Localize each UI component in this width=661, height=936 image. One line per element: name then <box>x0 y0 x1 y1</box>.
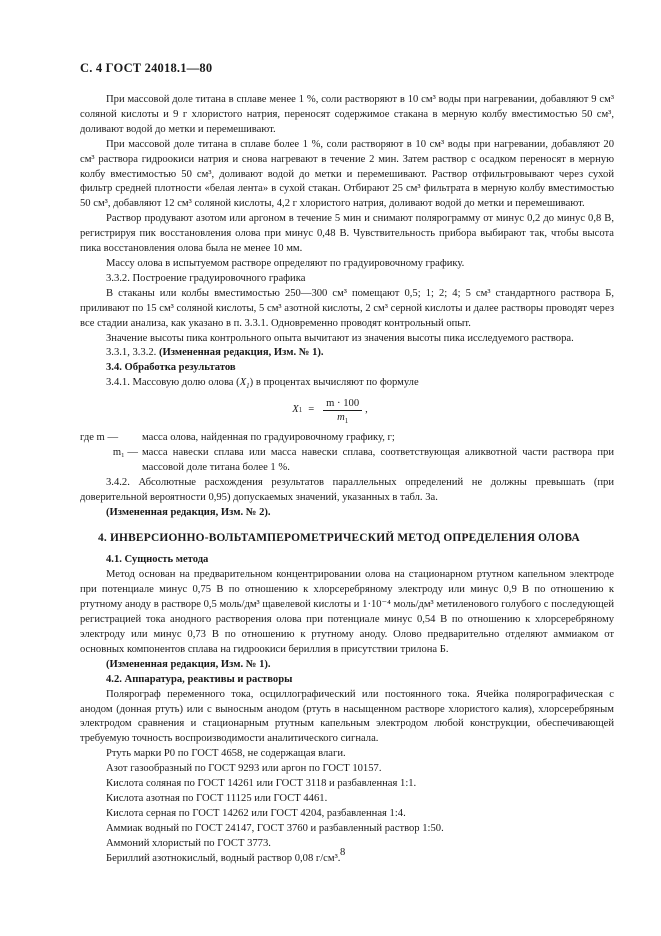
paragraph: При массовой доле титана в сплаве менее 1 %, соли растворяют в 10 см³ воды при нагревании, добавляют 9 см³ соляной кислоты и 9 г хлористого натрия, переносят содержимое стакана в мерную колбу вместимостью 50 см³, доливают водой до метки и перемешивают. <box>80 94 614 135</box>
list-item: Азот газообразный по ГОСТ 9293 или аргон по ГОСТ 10157. <box>106 763 382 775</box>
paragraph: Раствор продувают азотом или аргоном в течение 5 мин и снимают полярограмму от минус 0,2 до минус 0,8 В, регистрируя пик восстановления олова при минус 0,48 В. Чувствительность прибора выбирают так, чтобы высота пика восстановления олова была не менее 10 мм. <box>80 213 614 255</box>
amendment-note: (Измененная редакция, Изм. № 2). <box>106 506 271 518</box>
amendment-text: (Измененная редакция, Изм. № 1). <box>158 347 324 359</box>
paragraph: Значение высоты пика контрольного опыта вычитают из значения высоты пика исследуемого раствора. <box>106 332 574 344</box>
definition-label: где m — <box>80 432 119 444</box>
paragraph: При массовой доле титана в сплаве более 1 %, соли растворяют в 10 см³ воды при нагревании, добавляют 20 см³ раствора гидроокиси натрия и снова нагревают в течение 2 мин. Затем раствор с осадком переносят в мерную колбу вместимостью 50 см³, доливают водой до метки и перемешивают. Раствор отфильтровывают через сухой фильтр средней плотности «белая лента» в сухой стакан. Отбирают 25 см³ фильтрата в мерную колбу вместимостью 50 см³, добавляют 12 см³ соляной кислоты, 4,2 г хлористого натрия, доливают водой до метки и перемешивают. <box>80 138 614 210</box>
paragraph: 3.4.2. Абсолютные расхождения результатов параллельных определений не должны превышать (при доверительной вероятности 0,95) допускаемых значений, указанных в табл. 3а. <box>80 476 614 503</box>
definition-row <box>80 431 614 446</box>
definition-label: m₁ — <box>112 447 138 459</box>
formula-intro-tail: ) в процентах вычисляют по формуле <box>249 377 419 389</box>
list-item: Аммиак водный по ГОСТ 24147, ГОСТ 3760 и разбавленный раствор 1:50. <box>106 822 444 834</box>
formula-numerator: m · 100 <box>323 397 362 411</box>
list-item: Бериллий азотнокислый, водный раствор 0,08 г/см³. <box>106 852 341 864</box>
subsection-heading: 4.2. Аппаратура, реактивы и растворы <box>106 673 293 685</box>
amendment-note: (Измененная редакция, Изм. № 1). <box>106 658 271 670</box>
definition-text: масса навески сплава или масса навески сплава, соответствующая аликвотной части раствора при массовой доле титана более 1 %. <box>142 447 614 473</box>
list-item: Аммоний хлористый по ГОСТ 3773. <box>106 837 271 849</box>
formula-tail: , <box>365 403 368 415</box>
subsection-heading: 4.1. Сущность метода <box>106 554 209 566</box>
list-item: Кислота серная по ГОСТ 14262 или ГОСТ 4204, разбавленная 1:4. <box>106 807 406 819</box>
list-item: Кислота азотная по ГОСТ 11125 или ГОСТ 4461. <box>106 792 328 804</box>
formula: X 1 = $\frac{m \cdot 100}{m_1}$ , <box>292 397 368 425</box>
formula-equals: = <box>308 403 315 415</box>
paragraph: Метод основан на предварительном концентрировании олова на стационарном ртутном капельном электроде при потенциале минус 0,75 В по отношению к хлорсеребряному электроду или минус 0,9 В по отношению к ртутному аноду в растворе 0,5 моль/дм³ щавелевой кислоты и 1·10⁻⁴ моль/дм³ метиленового голубого с последующей регистрацией тока анодного растворения олова при потенциале минус 0,54 В по отношению к хлорсеребряному электроду или минус 0,73 В по отношению к ртутному аноду. Олово предварительно отделяют аммиаком от основных компонентов сплава на гидроокиси бериллия в присутствии трилона Б. <box>80 569 614 655</box>
formula-intro: 3.4.1. Массовую долю олова ( <box>106 377 240 389</box>
clause-ref: 3.3.1, 3.3.2. <box>106 347 157 359</box>
paragraph: Массу олова в испытуемом растворе определяют по градуировочному графику. <box>106 257 465 269</box>
section-title: 4. ИНВЕРСИОННО-ВОЛЬТАМПЕРОМЕТРИЧЕСКИЙ МЕТОД ОПРЕДЕЛЕНИЯ ОЛОВА <box>98 531 580 544</box>
paragraph: В стаканы или колбы вместимостью 250—300 см³ помещают 0,5; 1; 2; 4; 5 см³ стандартного раствора Б, приливают по 15 см³ соляной кислоты, 5 см³ азотной кислоты, 2 см³ серной кислоты и далее растворы проводят через все стадии анализа, как указано в п. 3.3.1. Одновременно проводят контрольный опыт. <box>80 287 614 329</box>
formula-denominator: $m_1$ <box>337 411 349 425</box>
page-header: С. 4 ГОСТ 24018.1—80 <box>80 61 213 75</box>
page-number: 8 <box>340 847 346 858</box>
paragraph <box>80 376 614 391</box>
body-text <box>80 93 614 867</box>
amendment-note <box>80 346 614 361</box>
variable-x1: $X_1$ <box>239 377 250 391</box>
list-item: Ртуть марки Р0 по ГОСТ 4658, не содержащая влаги. <box>106 748 346 760</box>
paragraph: Полярограф переменного тока, осциллографический или постоянного тока. Ячейка полярографическая с анодом (донная ртуть) или с выносным анодом (ртуть в насыщенном растворе хлористого калия), хлорсеребряным электродом сравнения и стационарным ртутным капельным электродом любой конструкции, обеспечивающей требуемую точность воспроизводимости аналитического сигнала. <box>80 688 614 745</box>
subsection-heading: 3.3.2. Построение градуировочного графика <box>106 272 306 284</box>
formula-fraction <box>323 397 362 424</box>
list-item: Кислота соляная по ГОСТ 14261 или ГОСТ 3118 и разбавленная 1:1. <box>106 778 417 790</box>
formula-lhs: X <box>292 403 299 415</box>
definition-row <box>80 446 614 476</box>
section-heading: 3.4. Обработка результатов <box>106 362 236 374</box>
definition-text: масса олова, найденная по градуировочному графику, г; <box>142 432 395 444</box>
